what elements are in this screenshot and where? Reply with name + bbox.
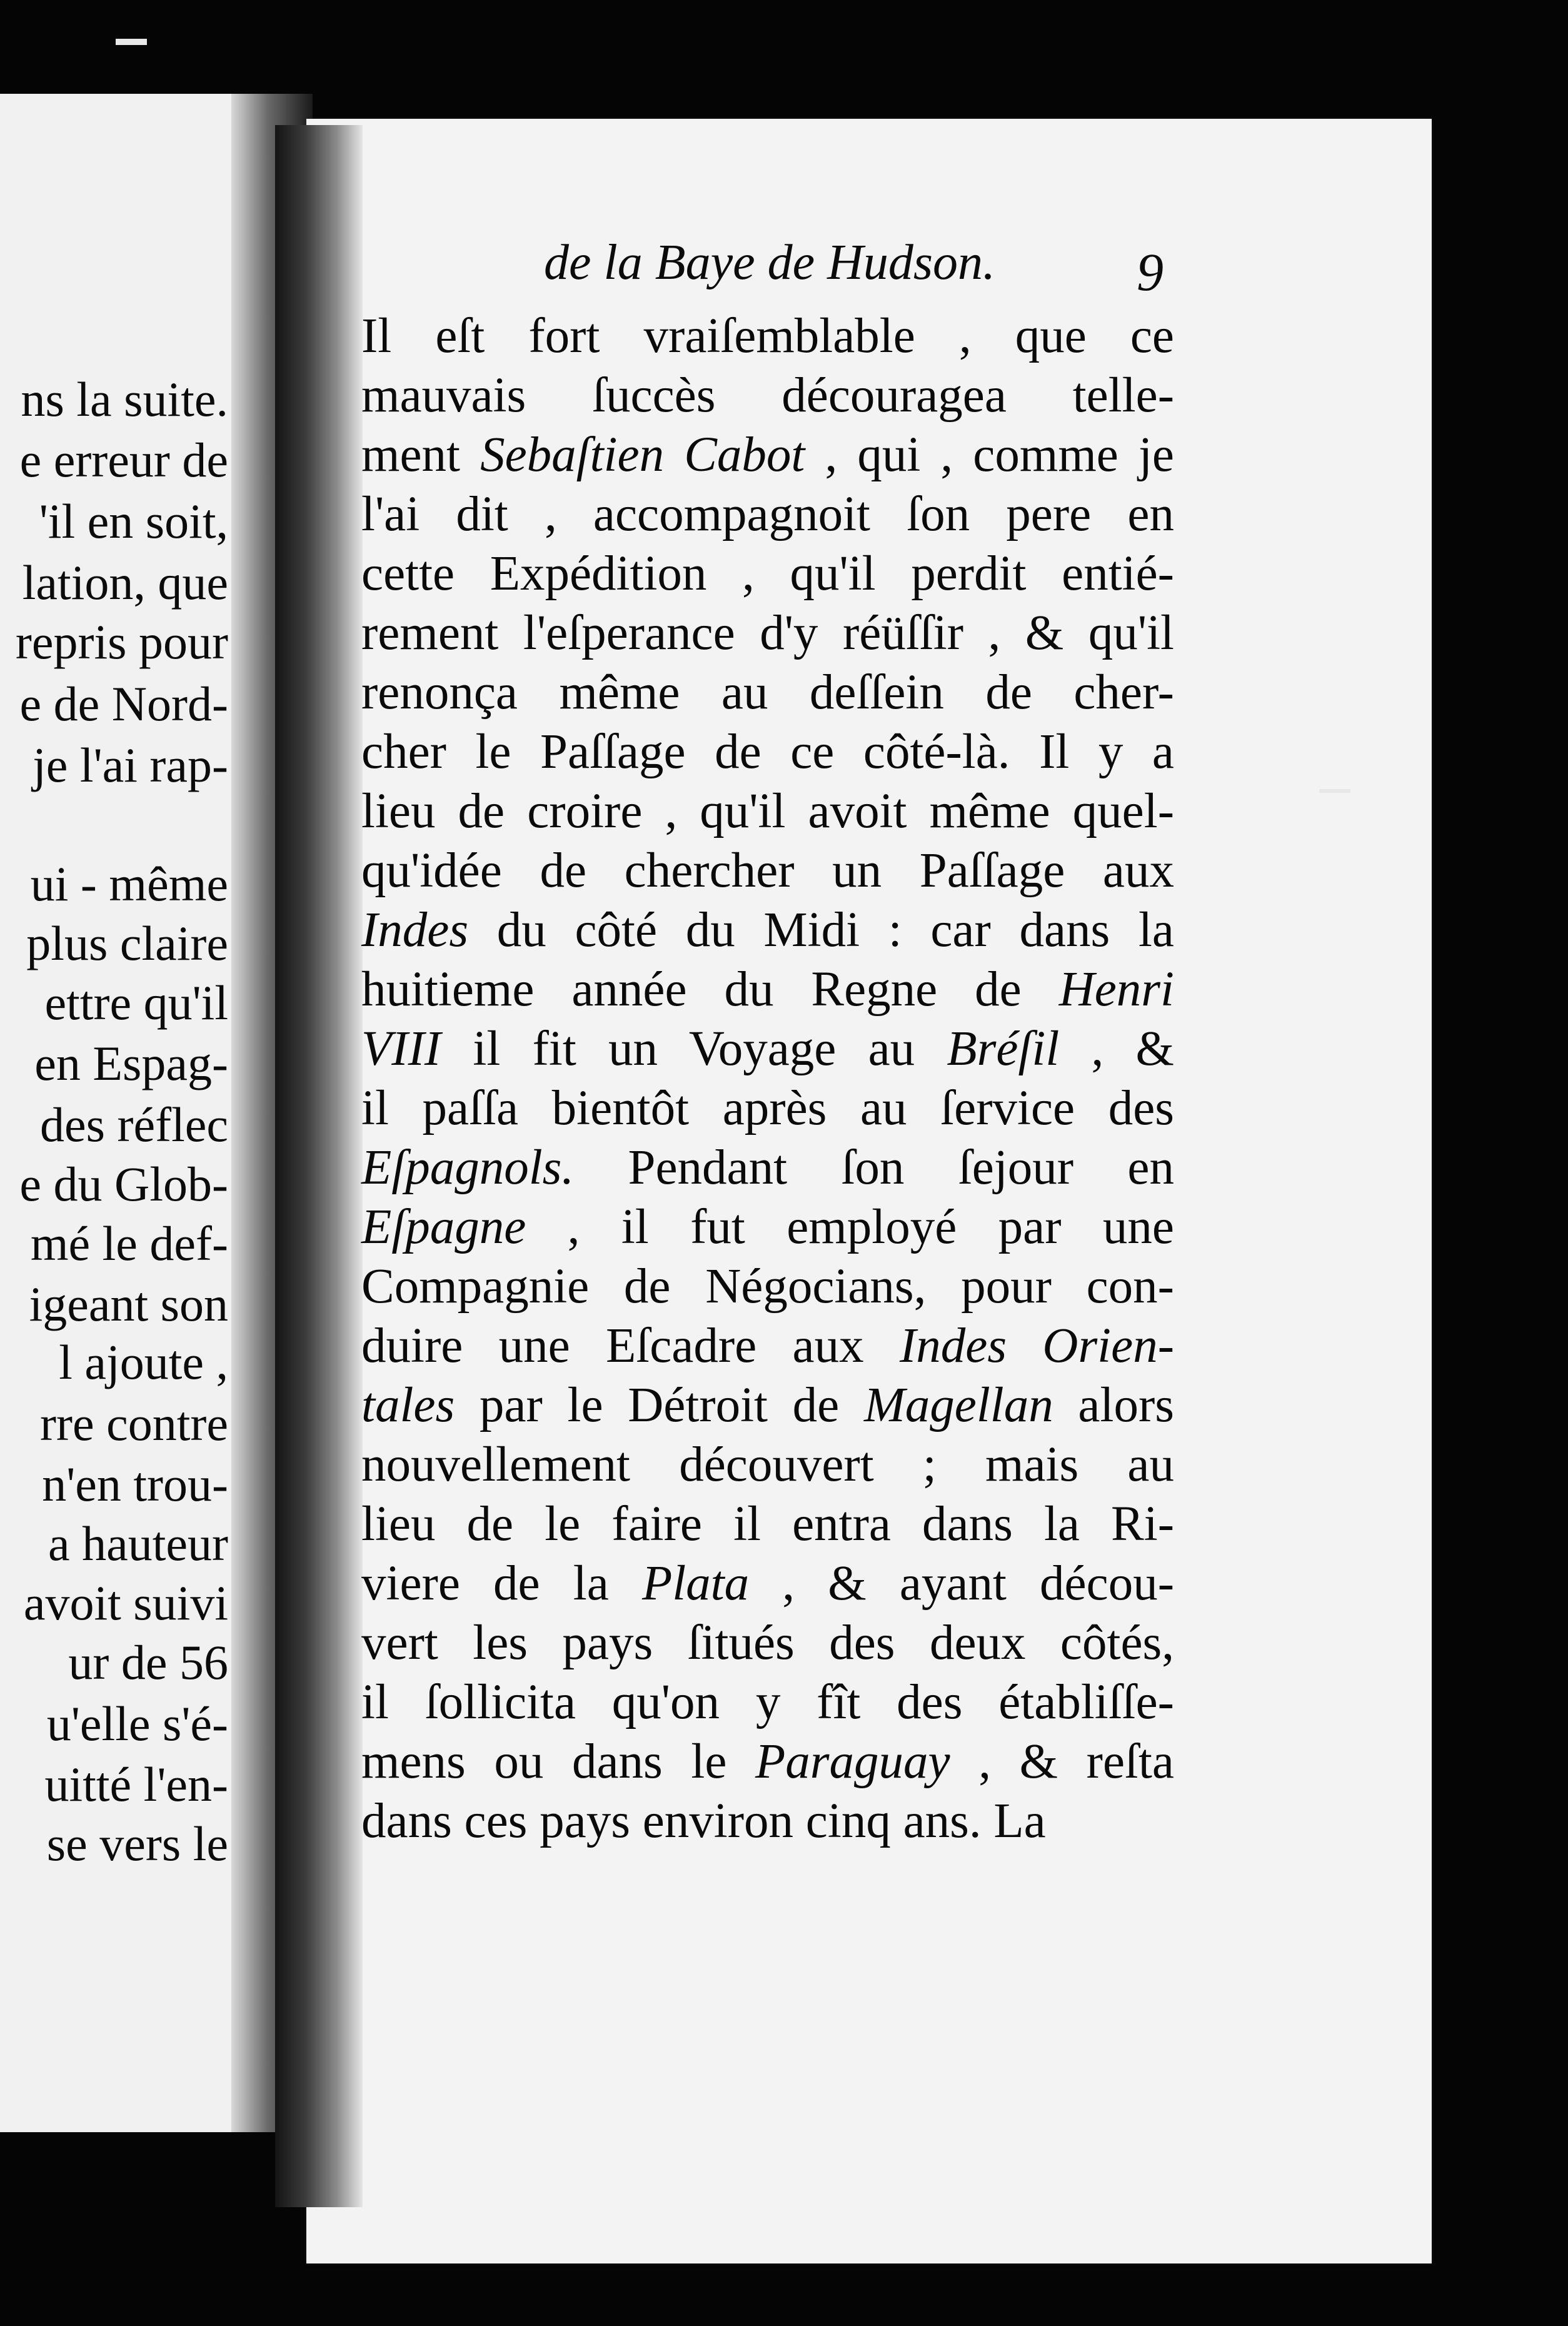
- body-line: [361, 366, 1174, 425]
- body-line-segment: , & ayant décou-: [749, 1556, 1174, 1611]
- body-line: [361, 544, 1174, 603]
- left-page-line: a hauteur: [48, 1516, 228, 1571]
- body-text: [361, 306, 1174, 1851]
- right-page-gutter-shadow: [275, 125, 363, 2207]
- body-line-segment: Compagnie de Négocians, pour con-: [361, 1259, 1174, 1314]
- left-page-line: rre contre: [40, 1396, 228, 1451]
- body-line-segment: , & reſta: [950, 1734, 1174, 1789]
- body-line: [361, 1376, 1174, 1435]
- left-page-line: igeant son: [29, 1277, 228, 1331]
- body-line-segment: Sebaſtien Cabot: [480, 428, 805, 482]
- body-line: [361, 306, 1174, 366]
- body-line: [361, 782, 1174, 841]
- body-line: [361, 1079, 1174, 1138]
- body-line-segment: cette Expédition , qu'il perdit entié-: [361, 546, 1174, 601]
- body-line-segment: nouvellement découvert ; mais au: [361, 1437, 1174, 1492]
- left-page-line: u'elle s'é-: [46, 1696, 228, 1751]
- left-page-line: e du Glob-: [19, 1157, 228, 1211]
- body-line-segment: lieu de le faire il entra dans la Ri-: [361, 1497, 1174, 1551]
- body-line-segment: Plata: [641, 1556, 750, 1611]
- left-page-line: se vers le: [46, 1816, 228, 1871]
- left-page-line: uitté l'en-: [44, 1757, 228, 1811]
- page-number: 9: [1137, 242, 1163, 302]
- left-page-line: ettre qu'il: [44, 975, 228, 1030]
- body-line-segment: il ſollicita qu'on y fît des établiſſe-: [361, 1675, 1174, 1729]
- body-line-segment: du côté du Midi : car dans la: [468, 903, 1174, 957]
- body-line-segment: qu'idée de chercher un Paſſage aux: [361, 843, 1174, 898]
- body-line-segment: Henri: [1058, 962, 1174, 1017]
- body-line-segment: Eſpagne: [361, 1200, 526, 1254]
- body-line: [361, 1791, 1174, 1851]
- body-line-segment: cher le Paſſage de ce côté-là. Il y a: [361, 725, 1174, 779]
- body-line: [361, 1197, 1174, 1257]
- body-line: [361, 900, 1174, 960]
- left-page-line: lation, que: [22, 555, 228, 610]
- body-line-segment: Bréſil: [947, 1022, 1060, 1076]
- body-line-segment: , il fut employé par une: [526, 1200, 1174, 1254]
- body-line: [361, 603, 1174, 663]
- body-line-segment: par le Détroit de: [455, 1378, 864, 1432]
- body-line-segment: duire une Eſcadre aux: [361, 1319, 900, 1373]
- left-page-text: [0, 94, 228, 2132]
- body-line: [361, 425, 1174, 485]
- body-line-segment: il fit un Voyage au: [441, 1022, 947, 1076]
- body-line-segment: l'ai dit , accompagnoit ſon pere en: [361, 487, 1174, 541]
- left-page-line: en Espag-: [34, 1036, 228, 1090]
- body-line: [361, 1494, 1174, 1554]
- left-page-line: des réflec: [40, 1097, 228, 1152]
- body-line-segment: Pendant ſon ſejour en: [574, 1140, 1174, 1195]
- body-line: [361, 485, 1174, 544]
- body-line-segment: vert les pays ſitués des deux côtés,: [361, 1616, 1174, 1670]
- left-page-line: e erreur de: [19, 433, 228, 487]
- body-line: [361, 1316, 1174, 1376]
- body-line-segment: Eſpagnols.: [361, 1140, 575, 1195]
- body-line-segment: Magellan: [863, 1378, 1053, 1432]
- body-line-segment: tales: [361, 1378, 455, 1432]
- body-line-segment: mauvais ſuccès découragea telle-: [361, 368, 1174, 423]
- body-line: [361, 1554, 1174, 1613]
- body-line-segment: rement l'eſperance d'y réüſſir , & qu'il: [361, 606, 1174, 660]
- body-line-segment: Indes Orien-: [899, 1319, 1175, 1373]
- body-line-segment: mens ou dans le: [361, 1734, 756, 1789]
- body-line: [361, 1138, 1174, 1197]
- body-line-segment: huitieme année du Regne de: [361, 962, 1059, 1017]
- body-line-segment: alors: [1053, 1378, 1174, 1432]
- body-line-segment: viere de la: [361, 1556, 642, 1611]
- scan-speck: [1319, 789, 1350, 793]
- left-page-line: avoit suivi: [23, 1576, 228, 1630]
- body-line-segment: dans ces pays environ cinq ans. La: [361, 1794, 1046, 1848]
- left-page-line: mé le def-: [30, 1216, 228, 1271]
- body-line: [361, 960, 1174, 1019]
- left-page-line: repris pour: [15, 615, 228, 669]
- body-line: [361, 1732, 1174, 1791]
- body-line: [361, 663, 1174, 722]
- scan-speck: [116, 39, 147, 45]
- left-page-line: ur de 56: [68, 1635, 228, 1689]
- body-line-segment: renonça même au deſſein de cher-: [361, 665, 1174, 720]
- body-line: [361, 1435, 1174, 1494]
- body-line: [361, 1673, 1174, 1732]
- body-line: [361, 1019, 1174, 1079]
- body-line-segment: lieu de croire , qu'il avoit même quel-: [361, 784, 1174, 838]
- left-page-line: plus claire: [26, 916, 228, 970]
- body-line-segment: , &: [1059, 1022, 1174, 1076]
- body-line: [361, 1613, 1174, 1673]
- body-line-segment: VIII: [361, 1022, 441, 1076]
- left-page-line: n'en trou-: [42, 1457, 228, 1511]
- body-line-segment: Indes: [361, 903, 469, 957]
- body-line-segment: , qui , comme je: [805, 428, 1174, 482]
- left-page-line: ui - même: [30, 857, 228, 911]
- left-page-line: ns la suite.: [21, 372, 228, 426]
- body-line-segment: Il eſt fort vraiſemblable , que ce: [361, 309, 1174, 363]
- body-line: [361, 1257, 1174, 1316]
- body-line-segment: Paraguay: [755, 1734, 950, 1789]
- left-page-line: e de Nord-: [19, 677, 228, 731]
- body-line: [361, 841, 1174, 900]
- body-line-segment: ment: [361, 428, 481, 482]
- body-line: [361, 722, 1174, 782]
- left-page-line: je l'ai rap-: [33, 738, 228, 792]
- running-head: de la Baye de Hudson.: [544, 235, 996, 290]
- left-page-line: 'il en soit,: [39, 494, 228, 548]
- body-line-segment: il paſſa bientôt après au ſervice des: [361, 1081, 1174, 1135]
- left-page-line: l ajoute ,: [59, 1335, 228, 1389]
